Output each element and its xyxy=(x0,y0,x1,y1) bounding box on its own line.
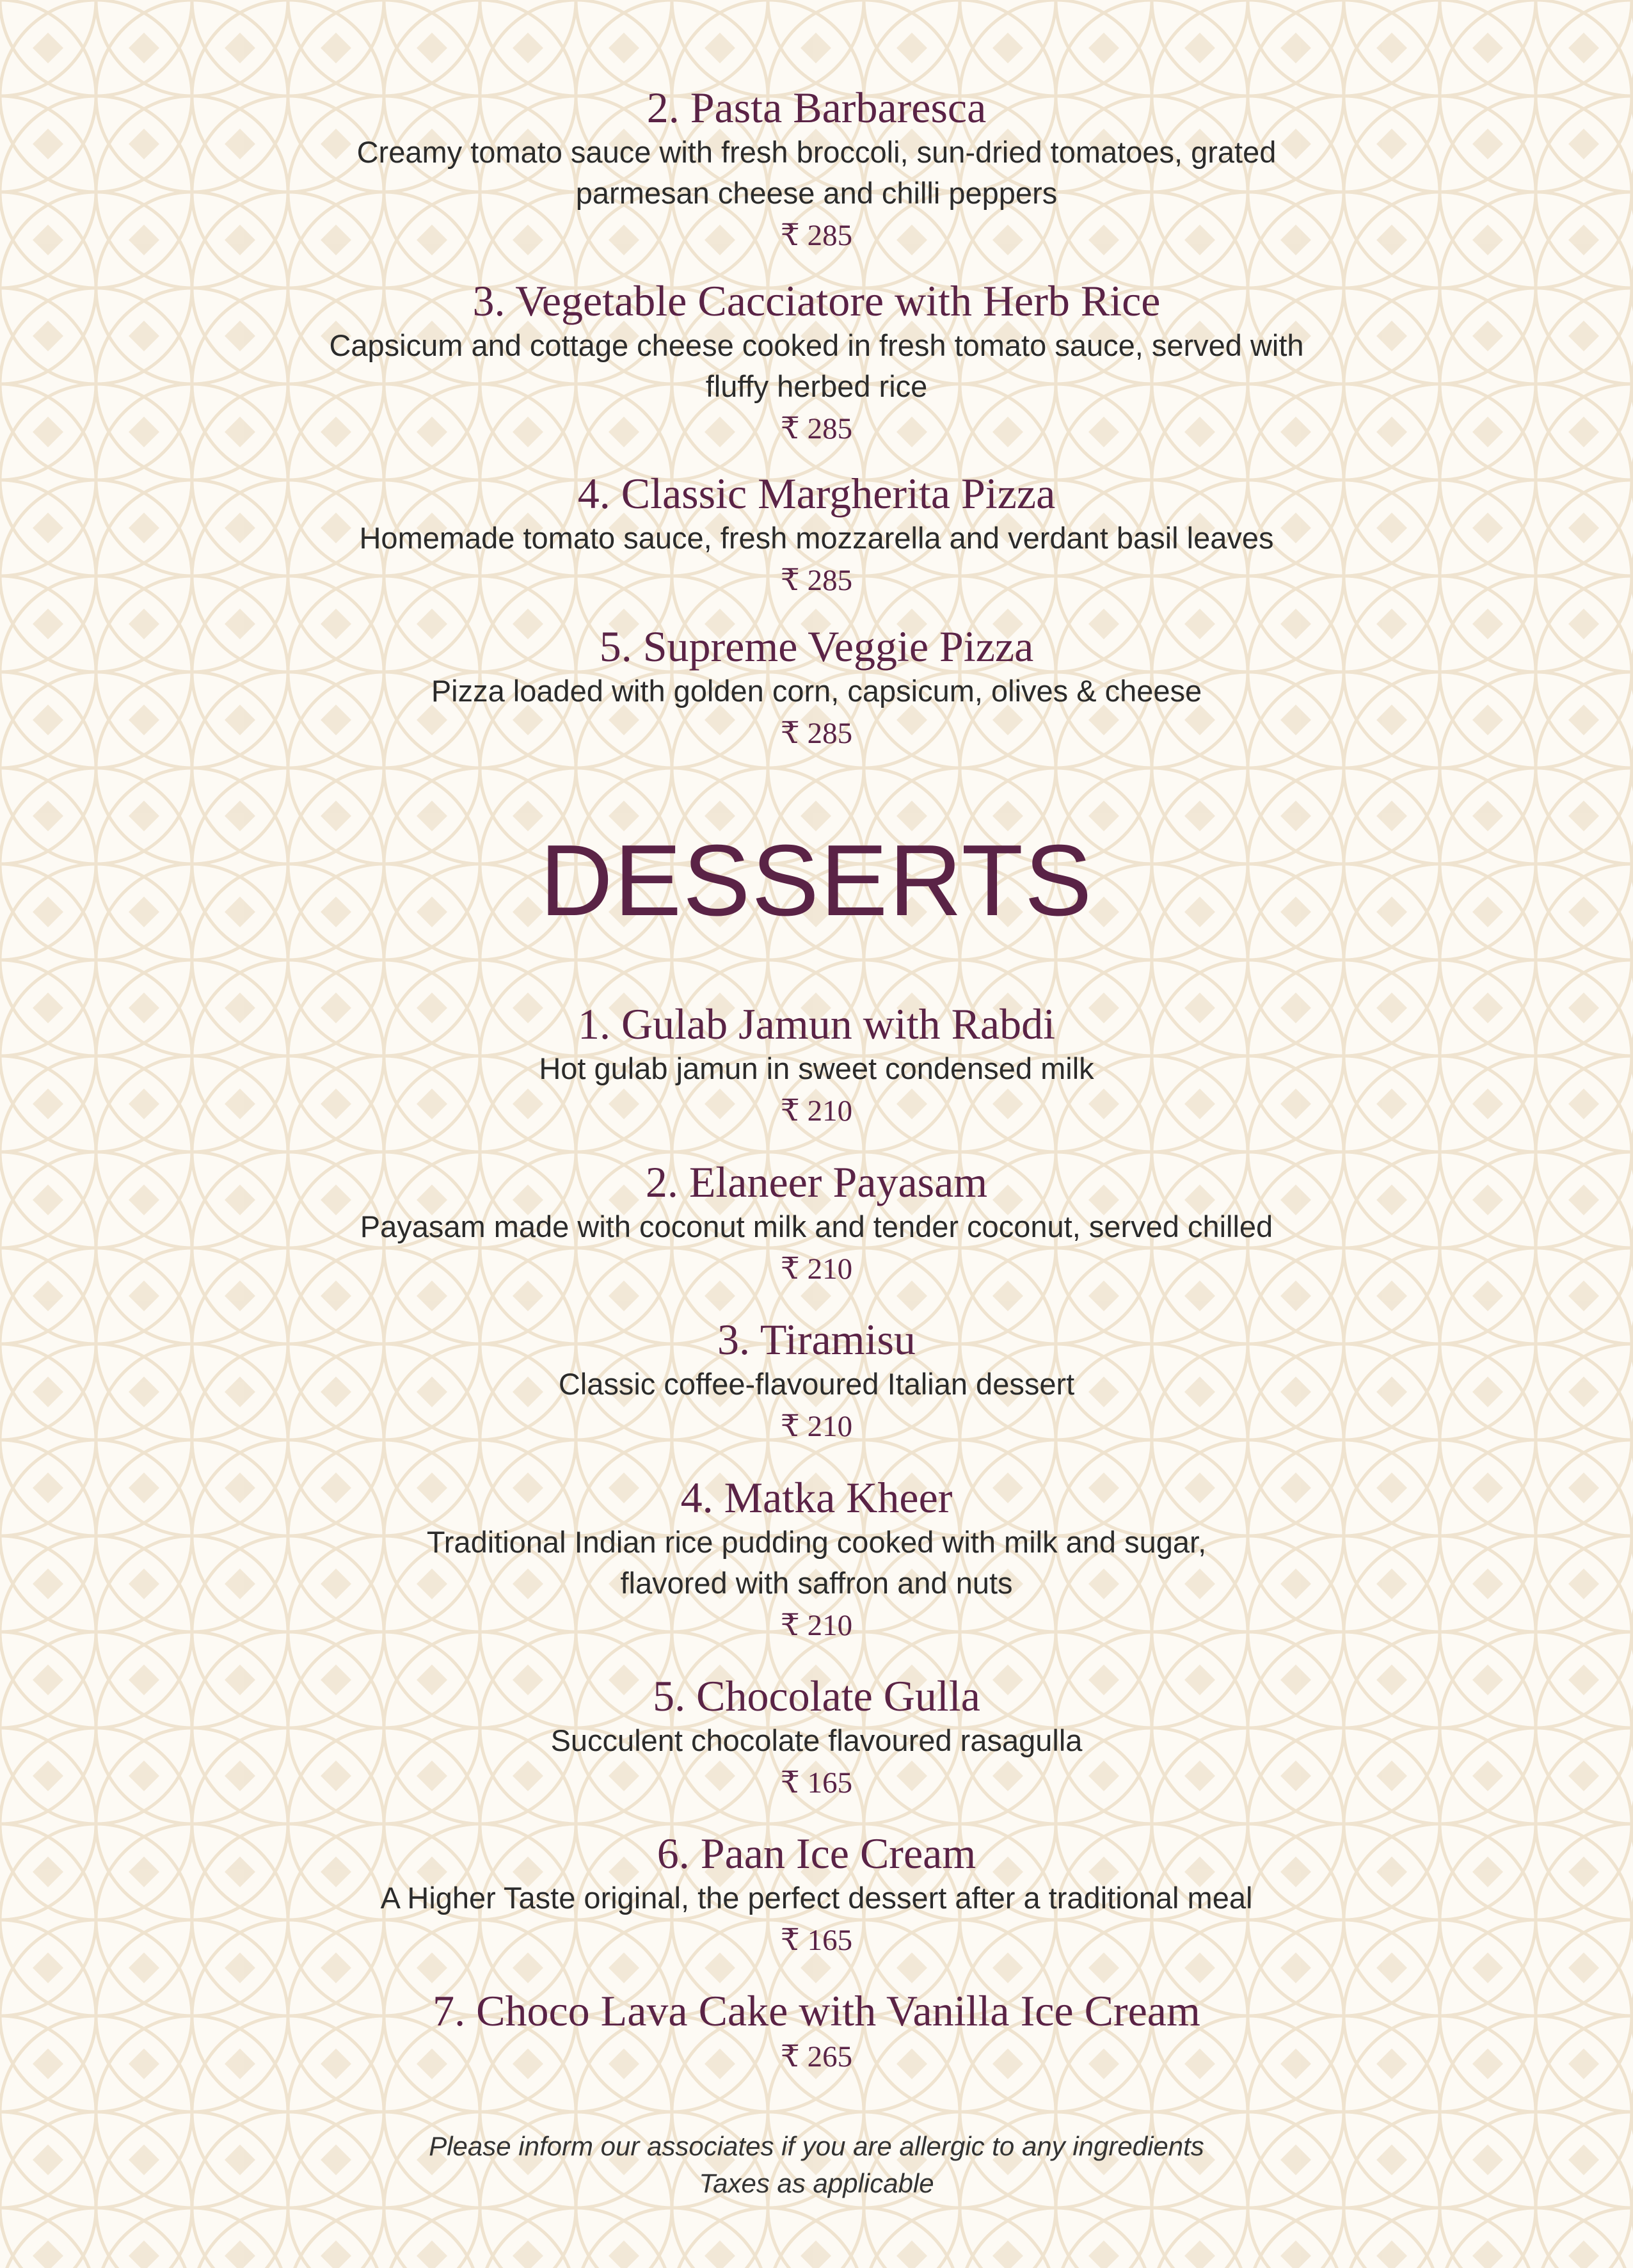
menu-item xyxy=(0,1315,1633,1446)
item-name: 5. Chocolate Gulla xyxy=(653,1672,980,1720)
item-price: ₹ 210 xyxy=(780,1609,853,1642)
description-line: Hot gulab jamun in sweet condensed milk xyxy=(539,1051,1094,1085)
menu-item xyxy=(0,1000,1633,1130)
item-price: ₹ 285 xyxy=(780,412,853,445)
description-line: Homemade tomato sauce, fresh mozzarella and verdant basil leaves xyxy=(359,521,1274,555)
item-name: 3. Tiramisu xyxy=(717,1315,916,1364)
item-price: ₹ 285 xyxy=(780,717,853,750)
description-line: A Higher Taste original, the perfect dessert after a traditional meal xyxy=(380,1881,1253,1915)
section-title-desserts: DESSERTS xyxy=(539,824,1094,937)
menu-item xyxy=(0,1986,1633,2076)
description-line: Succulent chocolate flavoured rasagulla xyxy=(550,1723,1083,1757)
item-name: 1. Gulab Jamun with Rabdi xyxy=(577,1000,1056,1048)
item-price: ₹ 165 xyxy=(780,1766,853,1800)
menu-item xyxy=(0,1473,1633,1645)
menu-item xyxy=(0,1672,1633,1802)
item-price: ₹ 285 xyxy=(780,564,853,597)
menu-item xyxy=(0,1158,1633,1288)
description-line: parmesan cheese and chilli peppers xyxy=(575,176,1058,210)
menu-item xyxy=(0,83,1633,255)
item-description xyxy=(311,132,1322,214)
item-price: ₹ 210 xyxy=(780,1252,853,1286)
item-description xyxy=(311,1720,1322,1761)
allergy-note: Please inform our associates if you are allergic to any ingredients xyxy=(429,2131,1204,2161)
item-name: 4. Matka Kheer xyxy=(680,1473,953,1522)
tax-note: Taxes as applicable xyxy=(699,2168,934,2198)
description-line: Creamy tomato sauce with fresh broccoli, sun-dried tomatoes, grated xyxy=(356,135,1277,169)
description-line: Classic coffee-flavoured Italian dessert xyxy=(558,1367,1075,1401)
item-name: 2. Pasta Barbaresca xyxy=(646,83,987,132)
item-description xyxy=(311,1364,1322,1405)
menu-item xyxy=(0,276,1633,448)
item-description xyxy=(311,1878,1322,1919)
item-name: 6. Paan Ice Cream xyxy=(657,1829,976,1878)
item-name: 3. Vegetable Cacciatore with Herb Rice xyxy=(472,276,1161,325)
description-line: Payasam made with coconut milk and tender coconut, served chilled xyxy=(360,1210,1273,1243)
item-price: ₹ 210 xyxy=(780,1094,853,1128)
item-description xyxy=(311,1522,1322,1604)
item-name: 7. Choco Lava Cake with Vanilla Ice Cream xyxy=(433,1986,1200,2035)
description-line: Pizza loaded with golden corn, capsicum, olives & cheese xyxy=(431,674,1202,708)
item-name: 2. Elaneer Payasam xyxy=(645,1158,988,1206)
item-description xyxy=(311,671,1322,712)
item-price: ₹ 165 xyxy=(780,1924,853,1957)
item-name: 5. Supreme Veggie Pizza xyxy=(599,622,1034,671)
item-price: ₹ 285 xyxy=(780,219,853,252)
item-description xyxy=(311,325,1322,407)
menu-item xyxy=(0,469,1633,600)
item-name: 4. Classic Margherita Pizza xyxy=(577,469,1056,518)
description-line: Capsicum and cottage cheese cooked in fresh tomato sauce, served with xyxy=(329,328,1304,362)
item-price: ₹ 265 xyxy=(780,2040,853,2073)
menu-item xyxy=(0,1829,1633,1960)
item-description xyxy=(311,518,1322,559)
menu-item xyxy=(0,622,1633,753)
item-description xyxy=(311,1206,1322,1247)
description-line: fluffy herbed rice xyxy=(705,369,928,403)
description-line: flavored with saffron and nuts xyxy=(620,1566,1013,1600)
item-description xyxy=(311,1048,1322,1089)
item-price: ₹ 210 xyxy=(780,1410,853,1443)
footer xyxy=(0,2128,1633,2202)
description-line: Traditional Indian rice pudding cooked with milk and sugar, xyxy=(426,1525,1207,1559)
